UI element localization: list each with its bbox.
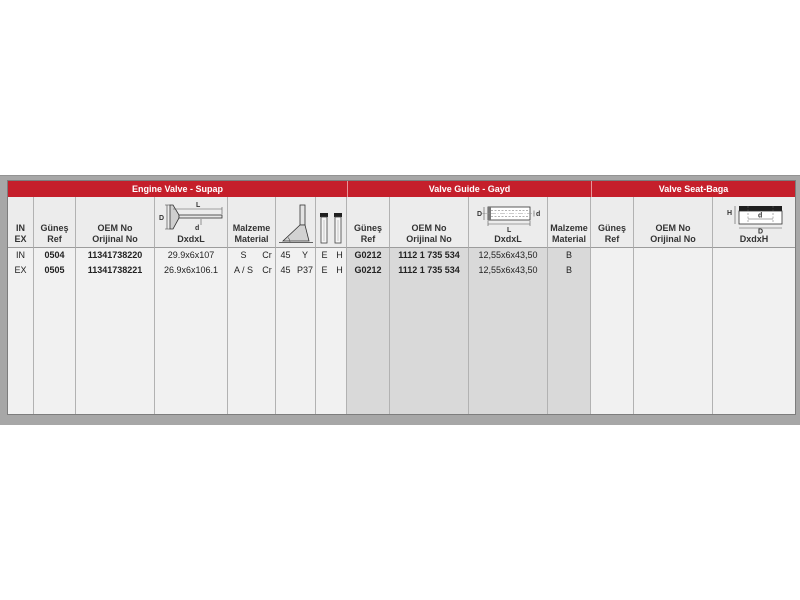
section-title-valve-seat: Valve Seat-Baga: [591, 181, 795, 197]
col-header-guide-material: [548, 197, 591, 248]
section-title-engine-valve: Engine Valve - Supap: [131, 184, 224, 194]
col-header-line: Material: [551, 234, 586, 244]
seat-angle-code: P37: [296, 265, 313, 275]
cell-valve-dimensions: 26.9x6x106.1: [155, 263, 228, 278]
valve-seat-ring-diagram-icon: [714, 198, 795, 234]
empty-cell: [76, 278, 155, 414]
cell-valve-seat-angle: [276, 248, 316, 263]
empty-cell: [390, 278, 469, 414]
col-header-guide-oem: [390, 197, 469, 248]
col-header-seat-oem: [634, 197, 713, 248]
cell-valve-oem-no: 11341738220: [76, 248, 155, 263]
cell-seat-dimensions: [713, 263, 795, 278]
diagram-label-D: D: [159, 215, 165, 222]
empty-cell: [8, 278, 34, 414]
diagram-label-H: H: [726, 210, 732, 217]
col-header-line: Güneş: [40, 223, 69, 233]
col-header-line: Ref: [360, 234, 376, 244]
empty-cell: [469, 278, 548, 414]
cell-guide-gunes-ref: G0212: [347, 263, 390, 278]
valve-head: [170, 205, 179, 229]
valve-guide-diagram-icon: [469, 198, 547, 234]
col-header-line: Orijinal No: [92, 234, 138, 244]
cell-valve-codes: [316, 248, 347, 263]
material-value-1: A / S: [233, 265, 253, 275]
seat-angle-value: 45: [280, 250, 291, 260]
col-header-line: EX: [14, 234, 27, 244]
col-header-line: Güneş: [353, 223, 382, 233]
cell-valve-oem-no: 11341738221: [76, 263, 155, 278]
col-header-valve-dims: [155, 197, 228, 248]
col-header-seat-dims: [713, 197, 795, 248]
col-header-line: Ref: [604, 234, 620, 244]
section-header-row: [8, 181, 795, 197]
cell-seat-gunes-ref: [591, 248, 634, 263]
keeper-cap: [334, 213, 342, 217]
cell-guide-dimensions: 12,55x6x43,50: [469, 248, 548, 263]
diagram-label-d: d: [757, 212, 762, 220]
col-header-valve-ref: [34, 197, 76, 248]
col-header-line: DxdxL: [494, 234, 522, 244]
cell-valve-gunes-ref: 0505: [34, 263, 76, 278]
empty-cell: [34, 278, 76, 414]
col-header-valve-angle: [276, 197, 316, 248]
col-header-line: DxdxH: [739, 234, 769, 244]
cell-valve-material: [228, 248, 276, 263]
seat-angle-code: Y: [301, 250, 308, 260]
col-header-line: DxdxL: [177, 234, 205, 244]
seat-top-band: [739, 206, 782, 211]
diagram-label-L: L: [196, 202, 201, 209]
empty-cell: [591, 278, 634, 414]
valve-code-1: E: [321, 250, 328, 260]
empty-cell: [347, 278, 390, 414]
col-header-line: Malzeme: [550, 223, 588, 233]
col-header-valve-oem: [76, 197, 155, 248]
empty-cell: [155, 278, 228, 414]
col-header-valve-material: [228, 197, 276, 248]
cell-valve-codes: [316, 263, 347, 278]
col-header-guide-ref: [347, 197, 390, 248]
col-header-line: OEM No: [97, 223, 133, 233]
valve-code-2: H: [336, 250, 343, 260]
valve-stem: [300, 205, 305, 225]
col-header-seat-ref: [591, 197, 634, 248]
col-header-line: Material: [234, 234, 269, 244]
valve-seat-angle-icon: [276, 203, 315, 245]
diagram-label-D: D: [757, 228, 763, 234]
valve-code-1: E: [321, 265, 328, 275]
diagram-label-L: L: [507, 227, 512, 234]
valve-head: [283, 225, 309, 241]
diagram-label-D: D: [477, 211, 483, 218]
cell-in-ex: EX: [8, 263, 34, 278]
empty-cell: [548, 278, 591, 414]
col-header-line: Orijinal No: [650, 234, 696, 244]
cell-in-ex: IN: [8, 248, 34, 263]
col-header-line: OEM No: [655, 223, 691, 233]
valve-code-2: H: [336, 265, 343, 275]
table-grid: [8, 197, 795, 414]
material-value-2: Cr: [262, 265, 272, 275]
valve-keeper-icon: [316, 212, 346, 245]
cell-valve-material: [228, 263, 276, 278]
empty-cell: [713, 278, 795, 414]
cell-guide-dimensions: 12,55x6x43,50: [469, 263, 548, 278]
col-header-line: Güneş: [597, 223, 626, 233]
empty-cell: [634, 278, 713, 414]
empty-cell: [276, 278, 316, 414]
empty-cell: [316, 278, 347, 414]
col-header-line: OEM No: [411, 223, 447, 233]
cell-guide-material: B: [548, 263, 591, 278]
cell-valve-seat-angle: [276, 263, 316, 278]
col-header-line: Ref: [47, 234, 62, 244]
empty-cell: [228, 278, 276, 414]
section-title-valve-guide: Valve Guide - Gayd: [347, 181, 591, 197]
col-header-valve-keepers: [316, 197, 347, 248]
cell-guide-oem-no: 1112 1 735 534: [390, 248, 469, 263]
cell-seat-gunes-ref: [591, 263, 634, 278]
col-header-in-ex: [8, 197, 34, 248]
cell-guide-material: B: [548, 248, 591, 263]
cell-guide-gunes-ref: G0212: [347, 248, 390, 263]
cell-valve-gunes-ref: 0504: [34, 248, 76, 263]
keeper-cap: [320, 213, 328, 217]
cell-valve-dimensions: 29.9x6x107: [155, 248, 228, 263]
col-header-guide-dims: [469, 197, 548, 248]
material-value-1: S: [240, 250, 247, 260]
valve-stem: [179, 215, 222, 218]
cell-guide-oem-no: 1112 1 735 534: [390, 263, 469, 278]
col-header-line: Orijinal No: [406, 234, 452, 244]
diagram-label-d: d: [195, 225, 200, 232]
seat-angle-value: 45: [280, 265, 291, 275]
col-header-line: Malzeme: [232, 223, 271, 233]
cell-seat-dimensions: [713, 248, 795, 263]
material-value-2: Cr: [262, 250, 272, 260]
col-header-line: IN: [16, 223, 25, 233]
parts-table: [8, 181, 795, 414]
cell-seat-oem-no: [634, 263, 713, 278]
valve-dimension-diagram-icon: [155, 198, 227, 234]
cell-seat-oem-no: [634, 248, 713, 263]
diagram-label-d: d: [536, 211, 541, 218]
